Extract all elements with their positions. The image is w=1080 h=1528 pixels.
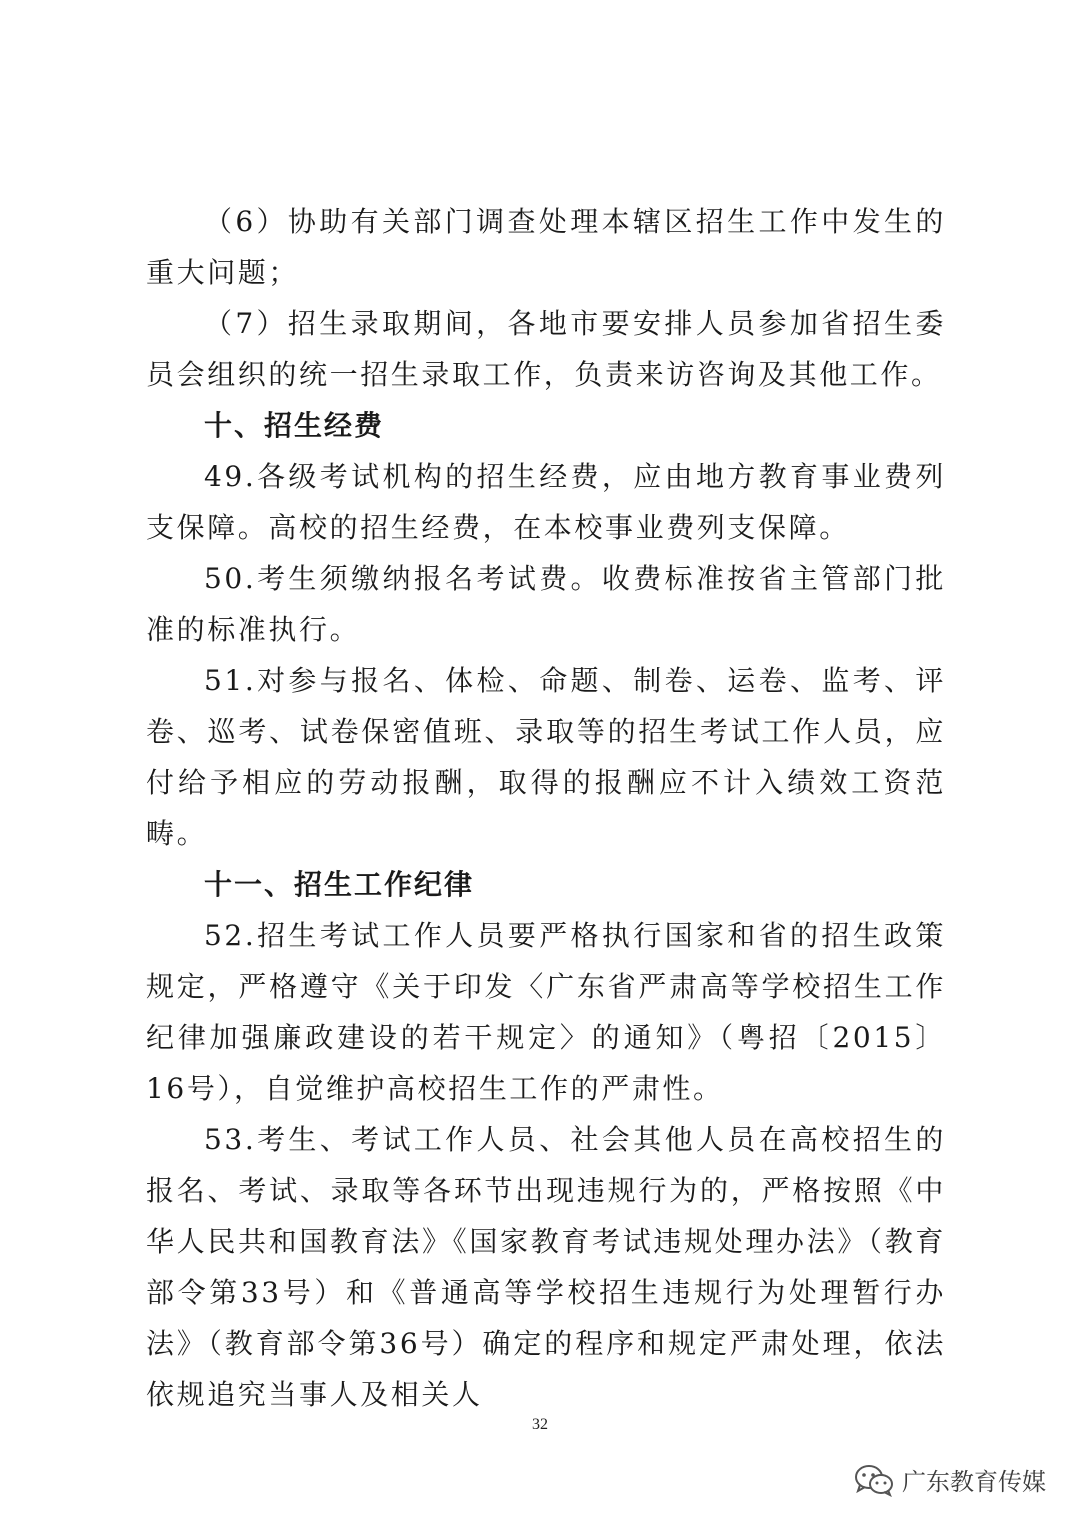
wechat-icon: [854, 1463, 894, 1497]
paragraph: 49.各级考试机构的招生经费，应由地方教育事业费列支保障。高校的招生经费，在本校事业费列支保障。: [146, 460, 946, 544]
section-heading: 十一、招生工作纪律: [204, 868, 475, 901]
watermark: [854, 1462, 1046, 1497]
section-heading: 十、招生经费: [204, 409, 385, 442]
page-number: 32: [532, 1416, 548, 1433]
document-body: [146, 196, 946, 1420]
watermark-text: 广东教育传媒: [902, 1468, 1046, 1496]
paragraph: （7）招生录取期间，各地市要安排人员参加省招生委员会组织的统一招生录取工作，负责来访咨询及其他工作。: [146, 307, 946, 391]
paragraph: 50.考生须缴纳报名考试费。收费标准按省主管部门批准的标准执行。: [146, 562, 946, 646]
paragraph: 51.对参与报名、体检、命题、制卷、运卷、监考、评卷、巡考、试卷保密值班、录取等的招生考试工作人员，应付给予相应的劳动报酬，取得的报酬应不计入绩效工资范畴。: [146, 664, 946, 850]
paragraph: 53.考生、考试工作人员、社会其他人员在高校招生的报名、考试、录取等各环节出现违规行为的，严格按照《中华人民共和国教育法》《国家教育考试违规处理办法》（教育部令第33号）和《普通高等学校招生违规行为处理暂行办法》（教育部令第36号）确定的程序和规定严肃处理，依法依规追究当事人及相关人: [146, 1123, 946, 1411]
paragraph: （6）协助有关部门调查处理本辖区招生工作中发生的重大问题；: [146, 205, 946, 289]
paragraph: 52.招生考试工作人员要严格执行国家和省的招生政策规定，严格遵守《关于印发〈广东省严肃高等学校招生工作纪律加强廉政建设的若干规定〉的通知》（粤招〔2015〕16号），自觉维护高校招生工作的严肃性。: [146, 919, 946, 1105]
